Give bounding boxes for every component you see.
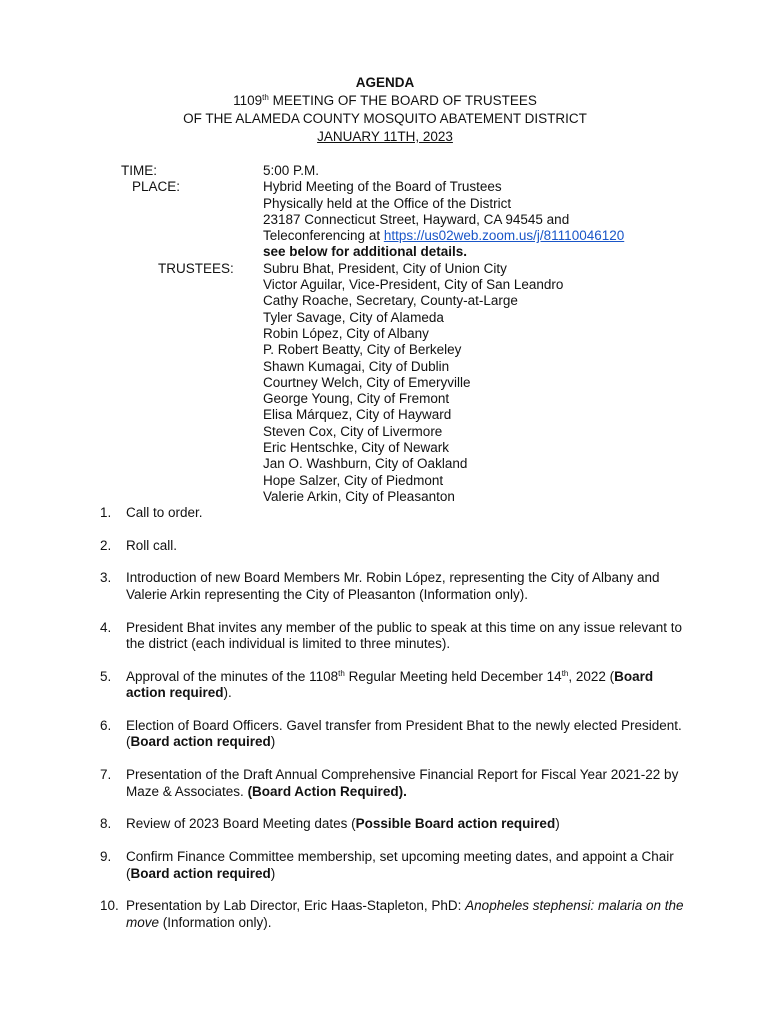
item-number: 9.	[100, 849, 112, 864]
item-text-part: Presentation by Lab Director, Eric Haas-Stapleton, PhD:	[126, 898, 466, 914]
agenda-items	[100, 505, 690, 947]
meeting-number: 1109	[233, 93, 263, 108]
item-number: 10.	[100, 898, 119, 914]
place-label: PLACE:	[132, 179, 181, 194]
trustee-entry: Steven Cox, City of Livermore	[263, 423, 443, 439]
item-number: 3.	[100, 570, 112, 586]
item-text: Introduction of new Board Members Mr. Robin López, representing the City of Albany and Valerie Arkin representing the City of Pleasanton (Information only).	[126, 570, 660, 602]
item-text: Call to order.	[126, 505, 203, 520]
trustee-entry: P. Robert Beatty, City of Berkeley	[263, 342, 462, 358]
agenda-item	[100, 767, 690, 800]
item-text	[126, 816, 690, 833]
trustee-entry: Subru Bhat, President, City of Union City	[263, 260, 507, 276]
item-number: 6.	[100, 717, 112, 733]
item-number: 4.	[100, 619, 112, 635]
teleconference-prefix: Teleconferencing at	[263, 228, 384, 244]
ordinal-suffix: th	[561, 668, 569, 678]
item-text-part: Presentation of the Draft Annual Comprehensive Financial Report for Fiscal Year 2021-22 by Maze & Associates.	[126, 767, 679, 799]
item-number: 2.	[100, 537, 112, 553]
meeting-line	[0, 92, 770, 110]
item-text	[126, 849, 690, 882]
item-text	[126, 898, 690, 931]
action-required: (Board Action Required).	[247, 783, 407, 799]
item-text-part: )	[270, 734, 276, 750]
item-text-part: , 2022 (	[568, 668, 615, 684]
item-number: 1.	[100, 505, 112, 520]
trustee-entry: Valerie Arkin, City of Pleasanton	[263, 488, 455, 504]
agenda-title: AGENDA	[355, 75, 415, 90]
trustee-list	[263, 261, 624, 505]
meeting-number-suffix: th	[262, 93, 269, 102]
info-values	[263, 163, 624, 505]
meeting-time: 5:00 P.M.	[263, 163, 320, 178]
trustee-entry: Shawn Kumagai, City of Dublin	[263, 358, 450, 374]
time-label: TIME:	[121, 163, 157, 178]
item-text-part: ).	[223, 685, 232, 701]
item-text	[126, 767, 690, 800]
district-name: OF THE ALAMEDA COUNTY MOSQUITO ABATEMENT DISTRICT	[183, 111, 587, 126]
trustee-entry: George Young, City of Fremont	[263, 391, 450, 407]
action-required: Board action required	[130, 865, 271, 881]
additional-details-note: see below for additional details.	[263, 244, 468, 260]
item-number: 7.	[100, 767, 112, 783]
action-required: Board action required	[126, 668, 654, 701]
trustee-entry: Hope Salzer, City of Piedmont	[263, 472, 444, 488]
trustee-entry: Cathy Roache, Secretary, County-at-Large	[263, 293, 518, 309]
agenda-item	[100, 849, 690, 882]
item-number: 5.	[100, 668, 112, 684]
item-text-part: )	[270, 865, 276, 881]
trustee-entry: Victor Aguilar, Vice-President, City of San Leandro	[263, 277, 564, 293]
meeting-date: JANUARY 11TH, 2023	[317, 129, 453, 144]
trustee-entry: Robin López, City of Albany	[263, 325, 429, 341]
item-text-part: Confirm Finance Committee membership, set upcoming meeting dates, and appoint a Chair (	[126, 849, 674, 881]
item-text	[126, 669, 690, 702]
place-line: Hybrid Meeting of the Board of Trustees	[263, 179, 502, 195]
agenda-item	[100, 898, 690, 931]
item-text-part: Regular Meeting held December 14	[344, 668, 562, 684]
item-number: 8.	[100, 816, 112, 832]
agenda-item	[100, 620, 690, 653]
trustee-entry: Courtney Welch, City of Emeryville	[263, 374, 471, 390]
agenda-item	[100, 816, 690, 833]
item-text-part: Approval of the minutes of the 1108	[126, 668, 339, 684]
ordinal-suffix: th	[338, 668, 345, 678]
item-text-part: )	[555, 816, 560, 832]
presentation-title: Anopheles stephensi: malaria on the move	[126, 898, 684, 930]
trustee-entry: Jan O. Washburn, City of Oakland	[263, 456, 468, 472]
trustee-entry: Elisa Márquez, City of Hayward	[263, 407, 452, 423]
teleconference-line	[263, 228, 624, 244]
agenda-item	[100, 718, 690, 751]
item-text: President Bhat invites any member of the public to speak at this time on any issue relevant to the district (each individual is limited to three minutes).	[126, 619, 683, 652]
item-text-part: Election of Board Officers. Gavel transfer from President Bhat to the newly elected President. (	[126, 717, 682, 750]
action-required: Board action required	[130, 734, 271, 750]
agenda-item	[100, 505, 690, 522]
action-required: Possible Board action required	[355, 816, 556, 832]
agenda-item	[100, 538, 690, 555]
zoom-link[interactable]: https://us02web.zoom.us/j/81110046120	[383, 228, 625, 244]
item-text: Roll call.	[126, 537, 178, 553]
trustee-entry: Eric Hentschke, City of Newark	[263, 440, 450, 456]
agenda-item	[100, 570, 690, 603]
agenda-item	[100, 669, 690, 702]
trustees-label: TRUSTEES:	[158, 261, 234, 276]
trustee-entry: Tyler Savage, City of Alameda	[263, 309, 444, 325]
place-line: Physically held at the Office of the District	[263, 195, 512, 211]
agenda-header	[0, 74, 770, 146]
item-text-part: Review of 2023 Board Meeting dates (	[126, 816, 356, 832]
item-text	[126, 718, 690, 751]
meeting-title: MEETING OF THE BOARD OF TRUSTEES	[268, 93, 537, 108]
item-text-part: (Information only).	[159, 914, 272, 930]
place-address: 23187 Connecticut Street, Hayward, CA 94545 and	[263, 211, 570, 227]
